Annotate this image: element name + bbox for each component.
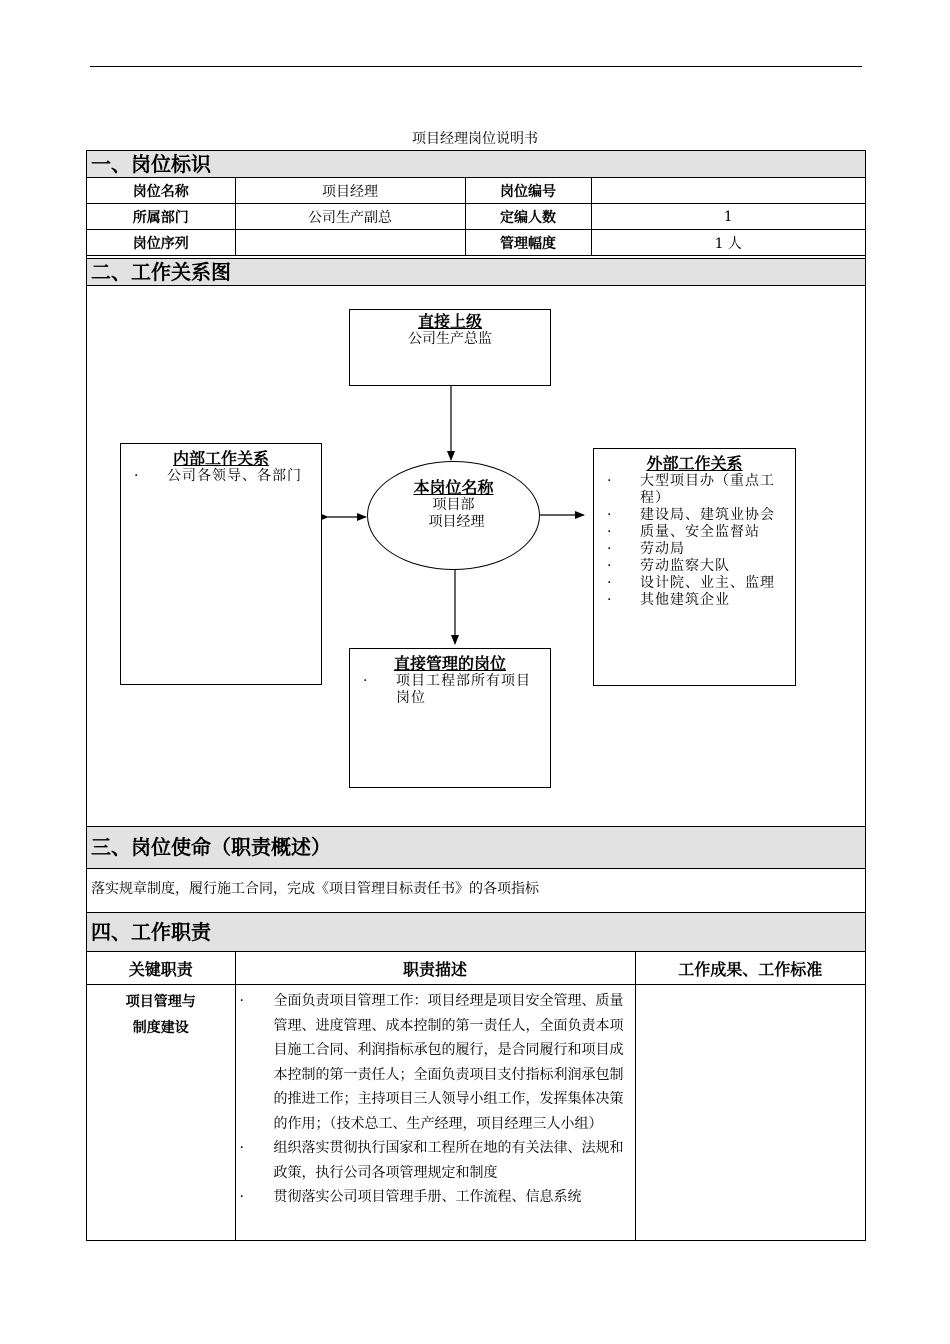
table-header-row bbox=[87, 952, 865, 985]
identification-table bbox=[87, 177, 865, 256]
section-identification-heading: 一、岗位标识 bbox=[87, 151, 865, 178]
mission-text: 落实规章制度，履行施工合同，完成《项目管理目标责任书》的各项指标 bbox=[91, 881, 539, 897]
key-duty-line: 制度建设 bbox=[132, 1020, 189, 1036]
list-item: · 贯彻落实公司项目管理手册、工作流程、信息系统 bbox=[236, 1185, 631, 1210]
external-relations-box bbox=[593, 448, 796, 686]
span-value: 1 人 bbox=[591, 230, 865, 256]
column-header: 关键职责 bbox=[87, 952, 235, 985]
center-title: 本岗位名称 bbox=[413, 478, 494, 497]
key-duty-cell bbox=[87, 985, 235, 1242]
table-row bbox=[87, 985, 865, 1242]
subordinate-title: 直接管理的岗位 bbox=[393, 654, 506, 673]
duties-table bbox=[87, 951, 865, 1241]
result-standard-cell bbox=[635, 985, 865, 1242]
department-value: 公司生产副总 bbox=[235, 204, 465, 230]
headcount-label: 定编人数 bbox=[465, 204, 591, 230]
section-duties-heading: 四、工作职责 bbox=[87, 912, 865, 952]
headcount-value: 1 bbox=[591, 204, 865, 230]
internal-relations-list bbox=[121, 468, 321, 485]
table-row bbox=[87, 230, 865, 256]
list-item: · 建设局、建筑业协会 bbox=[594, 507, 787, 524]
list-item: · 其他建筑企业 bbox=[594, 592, 787, 609]
key-duty-line: 项目管理与 bbox=[125, 994, 196, 1010]
superior-text: 公司生产总监 bbox=[408, 331, 492, 347]
sequence-value bbox=[235, 230, 465, 256]
position-name-value: 项目经理 bbox=[235, 178, 465, 204]
position-name-label: 岗位名称 bbox=[87, 178, 235, 204]
section-mission-heading: 三、岗位使命（职责概述） bbox=[87, 826, 865, 869]
list-item: · 质量、安全监督站 bbox=[594, 524, 787, 541]
header-rule bbox=[90, 66, 862, 67]
internal-relations-title: 内部工作关系 bbox=[172, 449, 269, 468]
duty-description-list bbox=[236, 985, 635, 1210]
superior-box bbox=[349, 309, 551, 386]
current-position-ellipse bbox=[367, 461, 540, 570]
relationship-diagram bbox=[87, 286, 865, 826]
table-row bbox=[87, 204, 865, 230]
superior-title: 直接上级 bbox=[417, 312, 482, 331]
position-code-label: 岗位编号 bbox=[465, 178, 591, 204]
column-header: 职责描述 bbox=[235, 952, 635, 985]
external-relations-list bbox=[594, 473, 795, 609]
list-item: · 公司各领导、各部门 bbox=[121, 468, 313, 485]
span-label: 管理幅度 bbox=[465, 230, 591, 256]
subordinate-box bbox=[349, 648, 551, 788]
sequence-label: 岗位序列 bbox=[87, 230, 235, 256]
list-item: · 大型项目办（重点工程） bbox=[594, 473, 787, 507]
center-line1: 项目部 bbox=[432, 497, 475, 513]
external-relations-title: 外部工作关系 bbox=[646, 454, 743, 473]
column-header: 工作成果、工作标准 bbox=[635, 952, 865, 985]
subordinate-list bbox=[350, 673, 550, 707]
list-item: · 劳动监察大队 bbox=[594, 558, 787, 575]
list-item: · 劳动局 bbox=[594, 541, 787, 558]
department-label: 所属部门 bbox=[87, 204, 235, 230]
duty-description-cell bbox=[235, 985, 635, 1242]
list-item: · 全面负责项目管理工作：项目经理是项目安全管理、质量管理、进度管理、成本控制的第一责任人，全面负责本项目施工合同、利润指标承包的履行，是合同履行和项目成本控制的第一责任人；全面负责项目支付指标利润承包制的推进工作；主持项目三人领导小组工作，发挥集体决策的作用；（技术总工、生产经理，项目经理三人小组） bbox=[236, 989, 631, 1136]
center-line2: 项目经理 bbox=[428, 514, 485, 530]
list-item: · 设计院、业主、监理 bbox=[594, 575, 787, 592]
list-item: · 组织落实贯彻执行国家和工程所在地的有关法律、法规和政策，执行公司各项管理规定和制度 bbox=[236, 1136, 631, 1185]
position-code-value bbox=[591, 178, 865, 204]
job-description-form bbox=[86, 150, 866, 1241]
document-title: 项目经理岗位说明书 bbox=[412, 131, 538, 147]
internal-relations-box bbox=[120, 443, 322, 685]
section-relations-heading: 二、工作关系图 bbox=[87, 258, 865, 286]
table-row bbox=[87, 178, 865, 204]
list-item: · 项目工程部所有项目岗位 bbox=[350, 673, 542, 707]
